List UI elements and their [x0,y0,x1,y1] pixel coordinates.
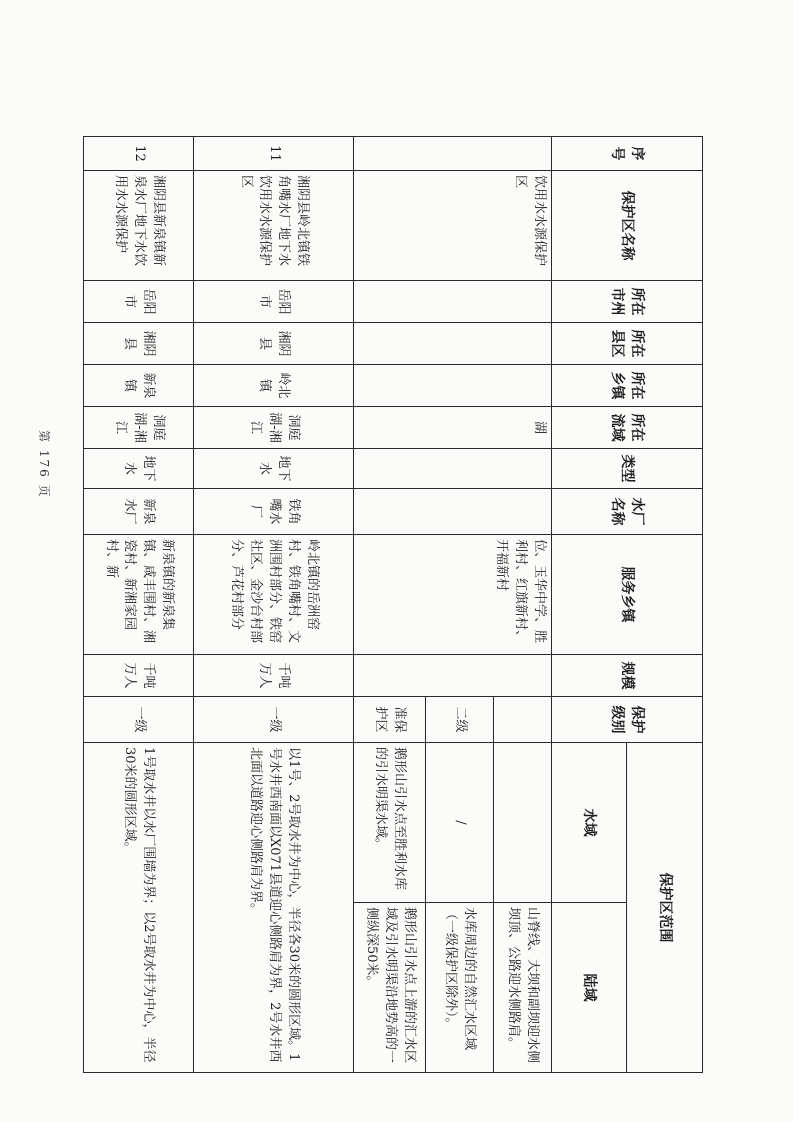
header-row [627,137,703,1073]
col-header-city: 所在市州 [552,281,703,323]
cell-range: 以1号、2号取水井为中心，半径各30米的圆形区域。1号水井西南面以X071县道迎心侧路肩为界，2号水井西北面以道路迎心侧路肩为界。 [194,743,354,1073]
cell-scale: 千吨万人 [194,655,354,697]
cell-basin: 湖 [354,407,552,449]
cell-seq [354,137,552,171]
cell-scale [354,655,552,697]
cell-service: 新泉镇的新泉集镇、咸丰围村、湘瓷村、新湘家园村、新 [84,535,194,655]
cell-city: 岳阳市 [194,281,354,323]
cell-service: 岭北镇的岳洲窑村、铁角嘴村、文洲围村部分、铁窑社区、金沙台村部分、芦花村部分 [194,535,354,655]
col-header-basin: 所在流域 [552,407,703,449]
cell-level: 一级 [84,697,194,743]
page-number: 第 176 页 [37,430,51,499]
cell-plant: 铁角嘴水厂 [194,489,354,535]
col-header-town: 所在乡镇 [552,365,703,407]
cell-level: 准保护区 [354,697,426,743]
cell-level: 一级 [194,697,354,743]
cell-plant: 新泉水厂 [84,489,194,535]
cell-county: 湘阴县 [84,323,194,365]
col-header-service: 服务乡镇 [552,535,703,655]
cell-scale: 千吨万人 [84,655,194,697]
cell-town: 岭北镇 [194,365,354,407]
col-header-level: 保护级别 [552,697,703,743]
table-row [494,137,552,1073]
cell-water: 鹅形山引水点至胜利水库的引水明渠水域。 [354,743,426,903]
col-header-range: 保护区范围 [627,743,703,1073]
cell-plant [354,489,552,535]
cell-water [494,743,552,903]
cell-type [354,449,552,489]
col-header-type: 类型 [552,449,703,489]
cell-town [354,365,552,407]
cell-type: 地下水 [194,449,354,489]
col-header-county: 所在县区 [552,323,703,365]
cell-seq: 11 [194,137,354,171]
cell-service: 位、玉华中学、胜利村、红旗新村、开福新村 [354,535,552,655]
cell-name: 饮用水水源保护区 [354,171,552,281]
cell-name: 湘阴县新泉镇新泉水厂地下水饮用水水源保护 [84,171,194,281]
table-row [194,137,354,1073]
col-header-seq: 序号 [552,137,703,171]
cell-city [354,281,552,323]
col-header-scale: 规模 [552,655,703,697]
cell-land: 鹅形山引水点上游的汇水区域及引水明渠沿地势高的一侧纵深50米。 [354,903,426,1073]
col-header-land: 陆域 [552,903,628,1073]
protection-area-table [83,136,703,1073]
cell-town: 新泉镇 [84,365,194,407]
table-row [84,137,194,1073]
cell-seq: 12 [84,137,194,171]
cell-level: 二级 [426,697,494,743]
cell-city: 岳阳市 [84,281,194,323]
cell-county [354,323,552,365]
col-header-plant: 水厂名称 [552,489,703,535]
cell-county: 湘阴县 [194,323,354,365]
cell-name: 湘阴县岭北镇铁角嘴水厂地下水饮用水水源保护区 [194,171,354,281]
col-header-name: 保护区名称 [552,171,703,281]
cell-land: 水库周边的自然汇水区域（一级保护区除外）。 [426,903,494,1073]
col-header-water: 水域 [552,743,628,903]
cell-level [494,697,552,743]
cell-basin: 洞庭湖-湘江 [84,407,194,449]
cell-basin: 洞庭湖-湘江 [194,407,354,449]
cell-type: 地下水 [84,449,194,489]
cell-range: 1号取水井以水厂围墙为界；以2号取水井为中心，半径30米的圆形区域。 [84,743,194,1073]
cell-water: / [426,743,494,903]
cell-land: 山脊线、大坝和副坝迎水侧坝顶、公路迎水侧路肩。 [494,903,552,1073]
